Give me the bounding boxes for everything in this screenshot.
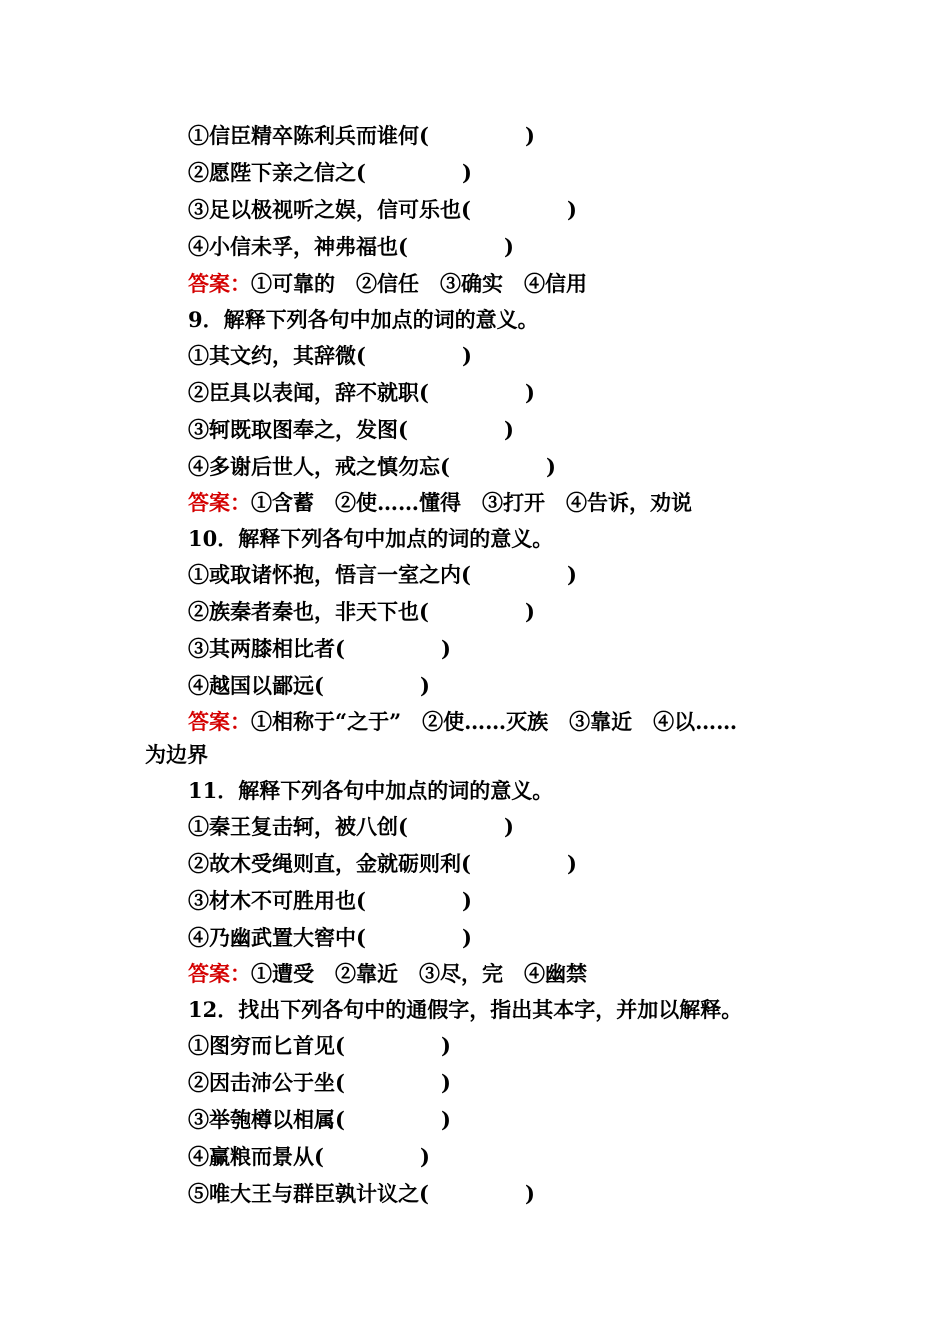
item-text: ⑤唯大王与群臣孰计议之(	[188, 1181, 429, 1206]
item-text: ④越国以鄙远(	[188, 673, 324, 698]
list-item	[188, 233, 514, 261]
answer-label: 答案：	[188, 961, 251, 986]
question-heading: 11．解释下列各句中加点的词的意义。	[188, 778, 554, 803]
list-item	[188, 850, 577, 878]
item-text: ①图穷而匕首见(	[188, 1033, 345, 1058]
answer-text: ①遭受 ②靠近 ③尽，完 ④幽禁	[251, 961, 587, 986]
item-text: ②故木受绳则直，金就砺则利(	[188, 851, 471, 876]
answer-label: 答案：	[188, 709, 251, 734]
item-close: )	[566, 562, 577, 587]
list-item	[188, 122, 535, 150]
item-text: ①秦王复击轲，被八创(	[188, 814, 408, 839]
question-heading: 10．解释下列各句中加点的词的意义。	[188, 526, 554, 551]
list-item	[188, 1069, 451, 1097]
item-close: )	[440, 1070, 451, 1095]
item-close: )	[440, 1033, 451, 1058]
question-heading: 9．解释下列各句中加点的词的意义。	[188, 307, 539, 332]
item-text: ③其两膝相比者(	[188, 636, 345, 661]
list-item	[188, 196, 577, 224]
list-item	[188, 635, 451, 663]
item-close: )	[566, 197, 577, 222]
list-item	[188, 672, 430, 700]
item-close: )	[461, 160, 472, 185]
item-close: )	[503, 417, 514, 442]
answer-line	[188, 960, 587, 988]
answer-line	[188, 708, 737, 736]
answer-line	[188, 489, 692, 517]
list-item	[188, 1143, 430, 1171]
answer-continuation: 为边界	[145, 742, 208, 767]
item-close: )	[419, 1144, 430, 1169]
item-text: ③轲既取图奉之，发图(	[188, 417, 408, 442]
item-text: ②愿陛下亲之信之(	[188, 160, 366, 185]
list-item	[188, 1032, 451, 1060]
answer-label: 答案：	[188, 490, 251, 515]
list-item	[188, 1180, 535, 1208]
item-text: ②族秦者秦也，非天下也(	[188, 599, 429, 624]
item-close: )	[503, 234, 514, 259]
item-text: ④赢粮而景从(	[188, 1144, 324, 1169]
item-close: )	[461, 343, 472, 368]
item-text: ③足以极视听之娱，信可乐也(	[188, 197, 471, 222]
question-heading: 12．找出下列各句中的通假字，指出其本字，并加以解释。	[188, 997, 743, 1022]
item-close: )	[419, 673, 430, 698]
item-text: ④小信未孚，神弗福也(	[188, 234, 408, 259]
answer-label: 答案：	[188, 271, 251, 296]
item-close: )	[524, 123, 535, 148]
item-text: ①信臣精卒陈利兵而谁何(	[188, 123, 429, 148]
list-item	[188, 342, 472, 370]
item-close: )	[440, 1107, 451, 1132]
answer-text: ①相称于“之于” ②使……灭族 ③靠近 ④以……	[251, 709, 738, 734]
answer-text: ①可靠的 ②信任 ③确实 ④信用	[251, 271, 587, 296]
list-item	[188, 1106, 451, 1134]
answer-text: ①含蓄 ②使……懂得 ③打开 ④告诉，劝说	[251, 490, 692, 515]
item-text: ③材木不可胜用也(	[188, 888, 366, 913]
item-close: )	[503, 814, 514, 839]
item-close: )	[461, 925, 472, 950]
item-text: ①或取诸怀抱，悟言一室之内(	[188, 562, 471, 587]
item-text: ④多谢后世人，戒之慎勿忘(	[188, 454, 450, 479]
list-item	[188, 379, 535, 407]
list-item	[188, 159, 472, 187]
item-close: )	[566, 851, 577, 876]
item-text: ②因击沛公于坐(	[188, 1070, 345, 1095]
item-close: )	[440, 636, 451, 661]
item-close: )	[524, 599, 535, 624]
list-item	[188, 924, 472, 952]
item-text: ①其文约，其辞微(	[188, 343, 366, 368]
item-text: ②臣具以表闻，辞不就职(	[188, 380, 429, 405]
item-text: ④乃幽武置大窖中(	[188, 925, 366, 950]
list-item	[188, 453, 556, 481]
list-item	[188, 561, 577, 589]
item-close: )	[461, 888, 472, 913]
item-close: )	[545, 454, 556, 479]
item-close: )	[524, 1181, 535, 1206]
answer-line	[188, 270, 587, 298]
item-text: ③举匏樽以相属(	[188, 1107, 345, 1132]
item-close: )	[524, 380, 535, 405]
list-item	[188, 416, 514, 444]
list-item	[188, 813, 514, 841]
list-item	[188, 887, 472, 915]
list-item	[188, 598, 535, 626]
